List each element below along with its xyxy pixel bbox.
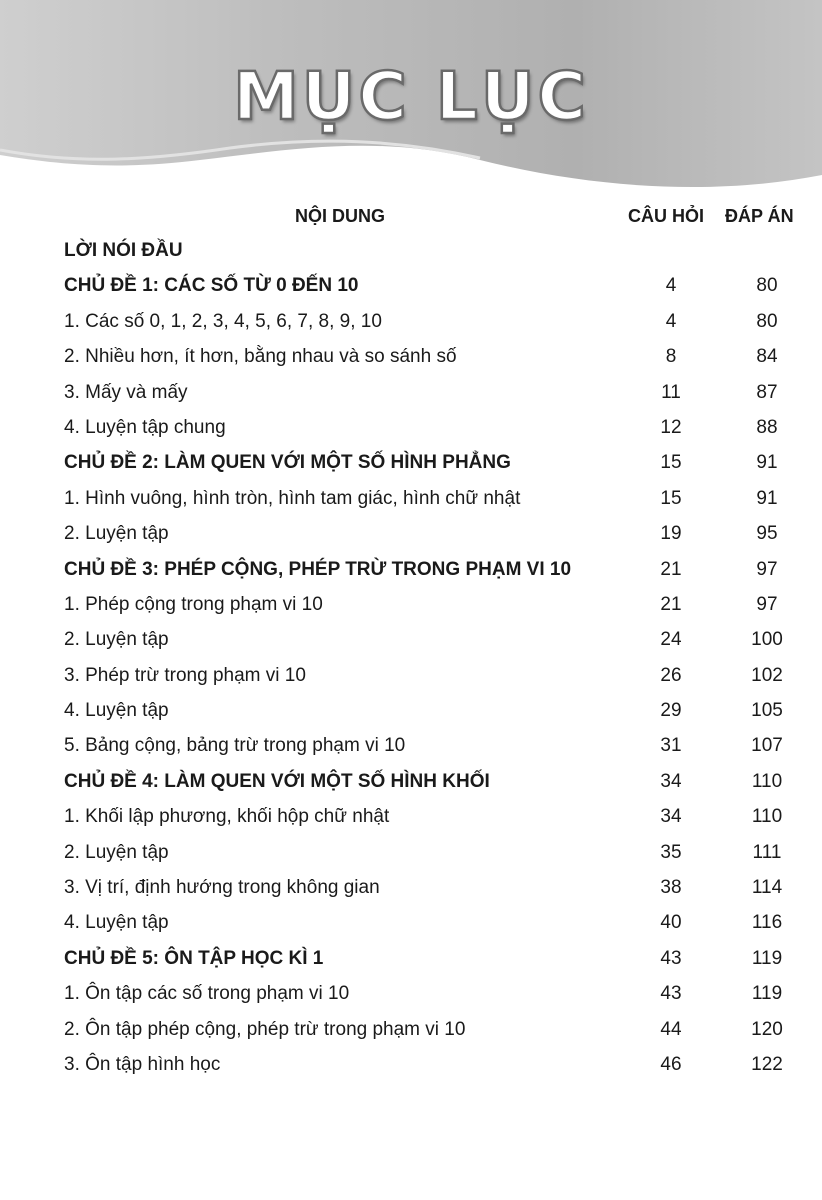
toc-entry-title: 4. Luyện tập chung bbox=[64, 416, 226, 438]
toc-entry-title: CHỦ ĐỀ 1: CÁC SỐ TỪ 0 ĐẾN 10 bbox=[64, 275, 359, 297]
toc-item-row bbox=[0, 693, 822, 728]
question-page: 40 bbox=[660, 912, 682, 934]
toc-item-row bbox=[0, 481, 822, 516]
question-page: 12 bbox=[660, 416, 682, 438]
toc-topic-row bbox=[0, 764, 822, 799]
answer-page: 91 bbox=[756, 487, 778, 509]
toc-entry-title: 2. Luyện tập bbox=[64, 523, 169, 545]
question-page: 24 bbox=[660, 629, 682, 651]
answer-page: 102 bbox=[751, 664, 783, 686]
toc-entry-title: 1. Hình vuông, hình tròn, hình tam giác, hình chữ nhật bbox=[64, 487, 521, 509]
question-page: 8 bbox=[665, 346, 677, 368]
toc-entry-title: 3. Mấy và mấy bbox=[64, 381, 188, 403]
toc-item-row bbox=[0, 1047, 822, 1082]
toc-topic-row bbox=[0, 552, 822, 587]
answer-page: 119 bbox=[751, 983, 783, 1005]
answer-page: 80 bbox=[756, 275, 778, 297]
toc-item-row bbox=[0, 799, 822, 834]
answer-page: 97 bbox=[756, 593, 778, 615]
toc-item-row bbox=[0, 516, 822, 551]
toc-item-row bbox=[0, 976, 822, 1011]
question-page: 15 bbox=[660, 487, 682, 509]
answer-page: 91 bbox=[756, 452, 778, 474]
answer-page: 107 bbox=[751, 735, 783, 757]
question-page: 19 bbox=[660, 523, 682, 545]
toc-topic-row bbox=[0, 268, 822, 303]
question-page: 21 bbox=[660, 558, 682, 580]
question-page: 43 bbox=[660, 947, 682, 969]
page-title: MỤC LỤC bbox=[233, 58, 589, 135]
toc-entry-title: 4. Luyện tập bbox=[64, 912, 169, 934]
question-page: 4 bbox=[665, 310, 677, 332]
toc-entry-title: 2. Luyện tập bbox=[64, 841, 169, 863]
toc-item-row bbox=[0, 1012, 822, 1047]
toc-topic-row bbox=[0, 445, 822, 480]
question-page: 34 bbox=[660, 770, 682, 792]
toc-entry-title: CHỦ ĐỀ 3: PHÉP CỘNG, PHÉP TRỪ TRONG PHẠM VI 10 bbox=[64, 558, 572, 580]
toc-entry-title: 1. Phép cộng trong phạm vi 10 bbox=[64, 593, 323, 615]
toc-item-row bbox=[0, 339, 822, 374]
toc-entry-title: CHỦ ĐỀ 5: ÔN TẬP HỌC KÌ 1 bbox=[64, 947, 324, 969]
question-page: 44 bbox=[660, 1018, 682, 1040]
toc-item-row bbox=[0, 870, 822, 905]
header-questions: CÂU HỎI bbox=[628, 206, 704, 226]
answer-page: 87 bbox=[756, 381, 778, 403]
answer-page: 114 bbox=[751, 877, 783, 899]
toc-entry-title: 3. Vị trí, định hướng trong không gian bbox=[64, 877, 380, 899]
answer-page: 110 bbox=[751, 770, 783, 792]
answer-page: 84 bbox=[756, 346, 778, 368]
question-page: 35 bbox=[660, 841, 682, 863]
toc-entry-title: CHỦ ĐỀ 2: LÀM QUEN VỚI MỘT SỐ HÌNH PHẲNG bbox=[64, 452, 511, 474]
toc-entry-title: 3. Phép trừ trong phạm vi 10 bbox=[64, 664, 306, 686]
question-page: 34 bbox=[660, 806, 682, 828]
toc-entry-title: 5. Bảng cộng, bảng trừ trong phạm vi 10 bbox=[64, 735, 406, 757]
question-page: 26 bbox=[660, 664, 682, 686]
answer-page: 80 bbox=[756, 310, 778, 332]
toc-entry-title: 3. Ôn tập hình học bbox=[64, 1053, 221, 1075]
toc-item-row bbox=[0, 658, 822, 693]
answer-page: 122 bbox=[751, 1053, 783, 1075]
question-page: 21 bbox=[660, 593, 682, 615]
toc-entry-title: 1. Ôn tập các số trong phạm vi 10 bbox=[64, 983, 350, 1005]
question-page: 29 bbox=[660, 700, 682, 722]
toc-topic-row bbox=[0, 941, 822, 976]
toc-preface-row bbox=[0, 233, 822, 268]
question-page: 4 bbox=[665, 275, 677, 297]
toc-item-row bbox=[0, 728, 822, 763]
answer-page: 97 bbox=[756, 558, 778, 580]
question-page: 15 bbox=[660, 452, 682, 474]
answer-page: 95 bbox=[756, 523, 778, 545]
question-page: 46 bbox=[660, 1053, 682, 1075]
header-answers: ĐÁP ÁN bbox=[725, 206, 794, 226]
answer-page: 105 bbox=[751, 700, 783, 722]
toc-item-row bbox=[0, 304, 822, 339]
question-page: 11 bbox=[661, 381, 681, 403]
answer-page: 100 bbox=[751, 629, 783, 651]
toc-entry-title: 2. Luyện tập bbox=[64, 629, 169, 651]
toc-entry-title: 2. Ôn tập phép cộng, phép trừ trong phạm vi 10 bbox=[64, 1018, 466, 1040]
toc-item-row bbox=[0, 587, 822, 622]
toc-item-row bbox=[0, 835, 822, 870]
toc-entry-title: 2. Nhiều hơn, ít hơn, bằng nhau và so sánh số bbox=[64, 346, 457, 368]
answer-page: 119 bbox=[751, 947, 783, 969]
toc-item-row bbox=[0, 410, 822, 445]
toc-entry-title: LỜI NÓI ĐẦU bbox=[64, 240, 183, 261]
toc-entry-title: 4. Luyện tập bbox=[64, 700, 169, 722]
toc-entry-title: 1. Các số 0, 1, 2, 3, 4, 5, 6, 7, 8, 9, 10 bbox=[64, 310, 382, 332]
toc-entry-title: 1. Khối lập phương, khối hộp chữ nhật bbox=[64, 806, 390, 828]
answer-page: 120 bbox=[751, 1018, 783, 1040]
toc-entry-title: CHỦ ĐỀ 4: LÀM QUEN VỚI MỘT SỐ HÌNH KHỐI bbox=[64, 770, 490, 792]
answer-page: 88 bbox=[756, 416, 778, 438]
table-of-contents bbox=[0, 233, 822, 1082]
toc-item-row bbox=[0, 905, 822, 940]
answer-page: 110 bbox=[751, 806, 783, 828]
column-header bbox=[0, 206, 822, 230]
toc-item-row bbox=[0, 375, 822, 410]
question-page: 31 bbox=[660, 735, 682, 757]
header-content: NỘI DUNG bbox=[295, 206, 385, 226]
answer-page: 116 bbox=[751, 912, 783, 934]
question-page: 38 bbox=[660, 877, 682, 899]
question-page: 43 bbox=[660, 983, 682, 1005]
answer-page: 111 bbox=[752, 841, 782, 863]
toc-item-row bbox=[0, 622, 822, 657]
